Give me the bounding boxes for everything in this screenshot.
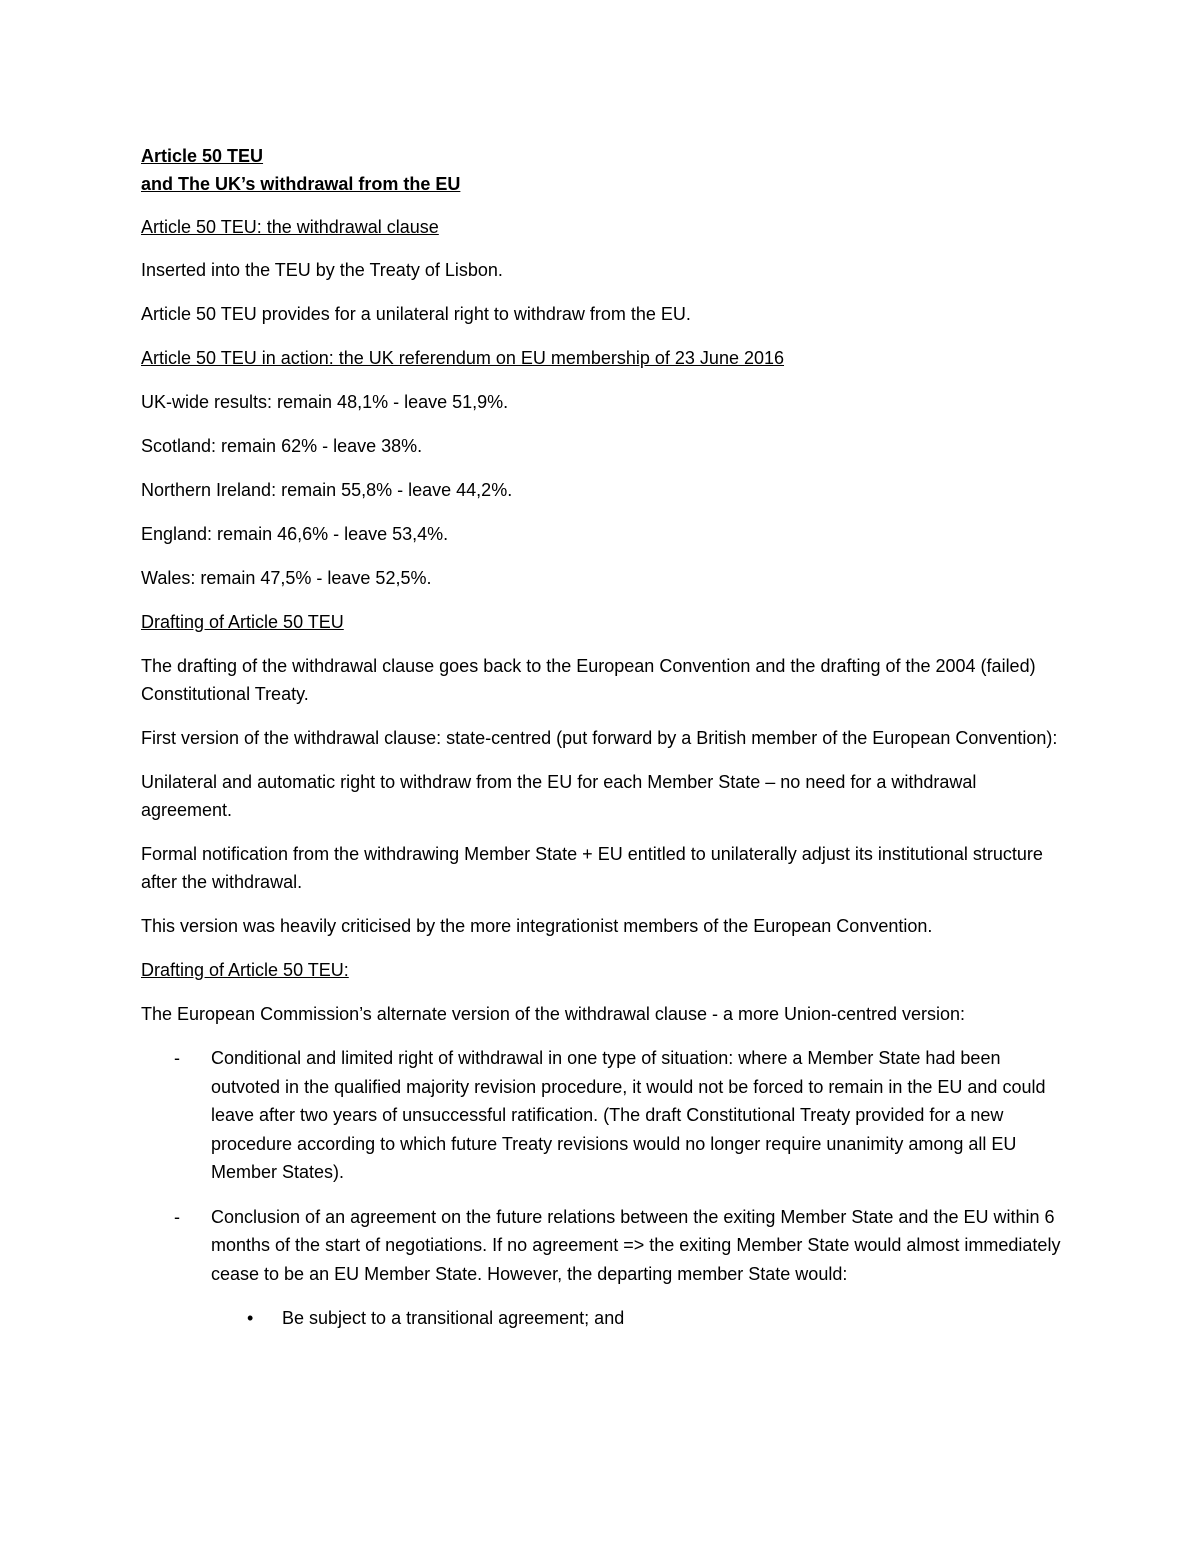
list-item-text: Conclusion of an agreement on the future relations between the exiting Member State and the EU within 6 months of the start of negotiations. If no agreement => the exiting Member State would almost immediately cease to be an EU Member State. However, the departing member State would: (211, 1206, 1061, 1284)
paragraph-drafting: The drafting of the withdrawal clause goes back to the European Convention and the drafting of the 2004 (failed) Constitutional Treaty. (141, 656, 1036, 704)
dash-marker: - (174, 1206, 180, 1227)
section-heading-drafting: Drafting of Article 50 TEU (141, 612, 344, 632)
list-item-text: Be subject to a transitional agreement; and (282, 1308, 625, 1328)
document-page (141, 142, 1061, 1332)
list-item (141, 1203, 1061, 1289)
result-northern-ireland: Northern Ireland: remain 55,8% - leave 44,2%. (141, 480, 513, 500)
paragraph-criticised: This version was heavily criticised by the more integrationist members of the European Convention. (141, 916, 933, 936)
dash-list (141, 1044, 1061, 1288)
paragraph-unilateral: Unilateral and automatic right to withdraw from the EU for each Member State – no need for a withdrawal agreement. (141, 772, 977, 820)
list-item-text: Conditional and limited right of withdrawal in one type of situation: where a Member State had been outvoted in the qualified majority revision procedure, it would not be forced to remain in the EU and could leave after two years of unsuccessful ratification. (The draft Constitutional Treaty provided for a new procedure according to which future Treaty revisions would no longer require unanimity among all EU Member States). (211, 1048, 1046, 1182)
dash-marker: - (174, 1048, 180, 1068)
paragraph-first-version: First version of the withdrawal clause: state-centred (put forward by a British member of the European Convention): (141, 728, 1058, 748)
bullet-list (141, 1304, 1061, 1332)
document-title-line-2: and The UK’s withdrawal from the EU (141, 174, 461, 194)
result-scotland: Scotland: remain 62% - leave 38%. (141, 436, 423, 456)
result-england: England: remain 46,6% - leave 53,4%. (141, 524, 449, 544)
bullet-marker: • (247, 1308, 254, 1328)
result-uk-wide: UK-wide results: remain 48,1% - leave 51,9%. (141, 392, 509, 412)
document-title-line-1: Article 50 TEU (141, 146, 264, 166)
section-heading-withdrawal-clause: Article 50 TEU: the withdrawal clause (141, 217, 439, 237)
list-item (141, 1304, 1061, 1332)
paragraph-provides: Article 50 TEU provides for a unilateral right to withdraw from the EU. (141, 304, 691, 324)
list-item (141, 1044, 1061, 1187)
paragraph-formal-notification: Formal notification from the withdrawing Member State + EU entitled to unilaterally adjust its institutional structure after the withdrawal. (141, 844, 1043, 892)
result-wales: Wales: remain 47,5% - leave 52,5%. (141, 568, 432, 588)
paragraph-commission: The European Commission’s alternate version of the withdrawal clause - a more Union-centred version: (141, 1004, 966, 1024)
paragraph-inserted: Inserted into the TEU by the Treaty of Lisbon. (141, 260, 503, 280)
section-heading-referendum: Article 50 TEU in action: the UK referendum on EU membership of 23 June 2016 (141, 348, 785, 368)
section-heading-drafting-2: Drafting of Article 50 TEU: (141, 960, 349, 980)
